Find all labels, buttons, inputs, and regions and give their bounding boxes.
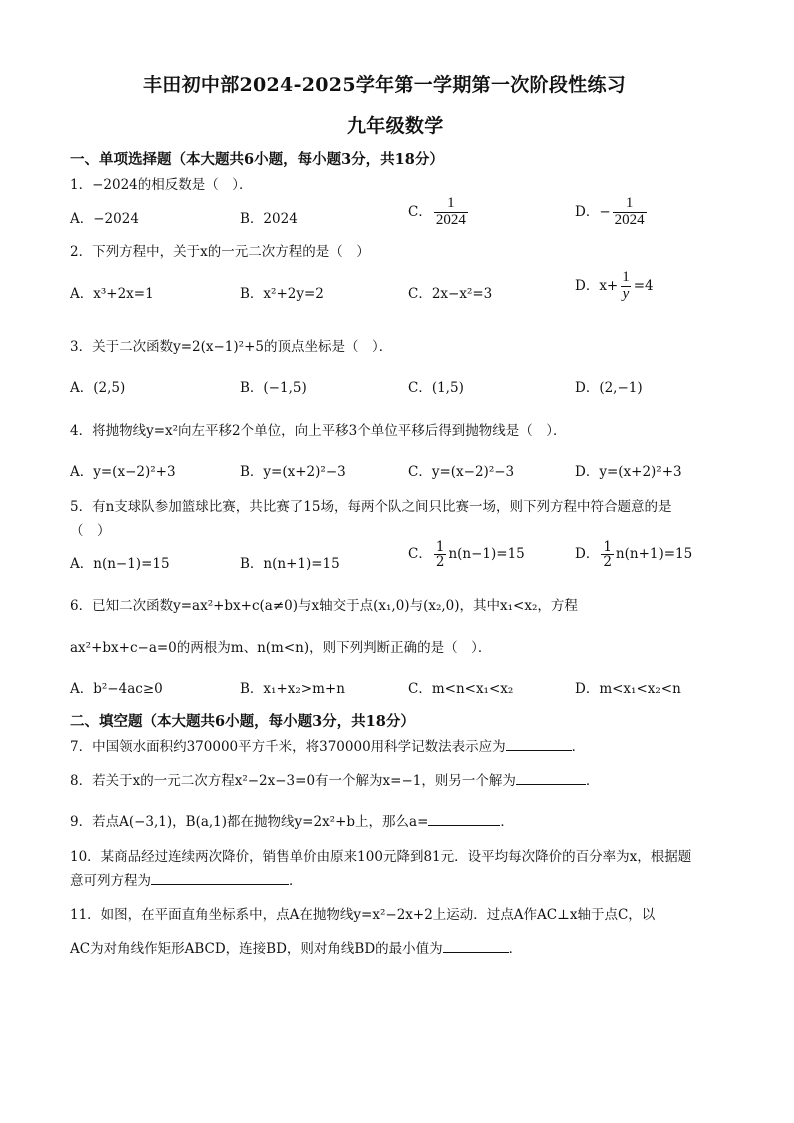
option-label: C． — [408, 203, 432, 220]
answer-blank[interactable] — [516, 770, 586, 785]
question-1-option-b: B．2024 — [240, 211, 298, 227]
fraction — [434, 196, 468, 229]
question-9 — [70, 810, 514, 830]
question-1-option-d — [575, 196, 649, 229]
fraction-numerator: 1 — [435, 539, 445, 555]
fraction — [620, 270, 632, 303]
question-3-option-b: B．(−1,5) — [240, 380, 307, 396]
question-6-option-a: A．b²−4ac≥0 — [70, 681, 163, 697]
question-8 — [70, 769, 599, 789]
question-1-stem: 1．−2024的相反数是（ ）． — [70, 177, 253, 193]
question-6-option-d: D．m<x₁<x₂<n — [575, 681, 681, 697]
question-2-stem: 2．下列方程中，关于x的一元二次方程的是（ ） — [70, 244, 370, 260]
question-3-option-a: A．(2,5) — [70, 380, 126, 396]
question-end: ． — [289, 873, 303, 889]
fraction — [601, 540, 614, 569]
section-fill-heading: 二、填空题（本大题共6小题，每小题3分，共18分） — [70, 713, 415, 730]
question-7-text: 7．中国领水面积约370000平方千米，将370000用科学记数法表示应为 — [70, 739, 506, 755]
section-choice-heading: 一、单项选择题（本大题共6小题，每小题3分，共18分） — [70, 151, 444, 168]
option-tail: n(n+1)=15 — [615, 546, 693, 563]
fraction-numerator: 1 — [622, 269, 630, 285]
question-10-line-1: 10．某商品经过连续两次降价，销售单价由原来100元降到81元．设平均每次降价的百分率为x，根据题 — [70, 849, 692, 865]
fraction-numerator: 1 — [603, 539, 612, 555]
fraction — [613, 196, 647, 229]
question-3-stem: 3．关于二次函数y=2(x−1)²+5的顶点坐标是（ ）． — [70, 339, 393, 355]
question-8-text: 8．若关于x的一元二次方程x²−2x−3=0有一个解为x=−1，则另一个解为 — [70, 773, 516, 789]
option-tail: =4 — [633, 277, 654, 294]
fraction — [434, 540, 447, 569]
question-1-option-c — [408, 196, 470, 229]
question-5-stem-line-2: （ ） — [70, 523, 111, 539]
question-1-option-a: A．−2024 — [70, 211, 139, 227]
answer-blank[interactable] — [506, 736, 572, 751]
question-end: ． — [500, 814, 514, 830]
question-4-option-a: A．y=(x−2)²+3 — [70, 464, 176, 480]
question-5-option-b: B．n(n+1)=15 — [240, 556, 340, 572]
question-6-option-b: B．x₁+x₂>m+n — [240, 681, 345, 697]
answer-blank[interactable] — [443, 938, 509, 953]
question-end: ． — [571, 739, 586, 755]
question-9-text: 9．若点A(−3,1)，B(a,1)都在抛物线y=2x²+b上，那么a= — [70, 814, 429, 830]
question-7 — [70, 735, 585, 755]
question-2-option-c: C．2x−x²=3 — [408, 286, 493, 302]
question-3-option-d: D．(2,−1) — [575, 380, 643, 396]
exam-subtitle: 九年级数学 — [347, 115, 444, 137]
fraction-numerator: 1 — [447, 195, 455, 211]
question-end: ． — [585, 773, 600, 789]
answer-blank[interactable] — [428, 811, 500, 826]
question-6-option-c: C．m<n<x₁<x₂ — [408, 681, 514, 697]
fraction-denominator: 2024 — [614, 211, 645, 228]
question-3-option-c: C．(1,5) — [408, 380, 464, 396]
fraction-denominator: 2024 — [435, 211, 466, 228]
question-10-line-2 — [70, 869, 303, 889]
question-11-line-2 — [70, 937, 522, 957]
option-label: D．− — [575, 203, 611, 220]
question-4-stem: 4．将抛物线y=x²向左平移2个单位，向上平移3个单位平移后得到抛物线是（ ）． — [70, 423, 567, 439]
option-label: D．x+ — [575, 277, 619, 294]
question-10-text: 意可列方程为 — [70, 873, 151, 889]
fraction-denominator: 2 — [603, 554, 612, 571]
fraction-denominator: 2 — [435, 554, 445, 571]
question-5-stem-line-1: 5．有n支球队参加篮球比赛，共比赛了15场，每两个队之间只比赛一场，则下列方程中符合题意的是 — [70, 499, 672, 515]
answer-blank[interactable] — [151, 870, 289, 885]
question-5-option-d — [575, 540, 692, 569]
fraction-denominator: y — [622, 285, 630, 302]
question-11-line-1: 11．如图，在平面直角坐标系中，点A在抛物线y=x²−2x+2上运动．过点A作AC⊥x轴于点C，以 — [70, 907, 656, 923]
question-2-option-b: B．x²+2y=2 — [240, 286, 324, 302]
question-5-option-c — [408, 540, 525, 569]
question-2-option-d — [575, 270, 654, 303]
question-end: ． — [508, 941, 523, 957]
fraction-numerator: 1 — [625, 195, 634, 211]
question-6-stem-line-1: 6．已知二次函数y=ax²+bx+c(a≠0)与x轴交于点(x₁,0)与(x₂,0)，其中x₁<x₂，方程 — [70, 598, 578, 614]
question-2-option-a: A．x³+2x=1 — [70, 286, 154, 302]
question-4-option-c: C．y=(x−2)²−3 — [408, 464, 515, 480]
question-4-option-b: B．y=(x+2)²−3 — [240, 464, 346, 480]
exam-title: 丰田初中部2024-2025学年第一学期第一次阶段性练习 — [143, 74, 627, 96]
option-label: C． — [408, 546, 432, 563]
option-tail: n(n−1)=15 — [448, 546, 525, 563]
question-6-stem-line-2: ax²+bx+c−a=0的两根为m、n(m<n)，则下列判断正确的是（ ）． — [70, 640, 492, 656]
question-5-option-a: A．n(n−1)=15 — [70, 556, 170, 572]
question-4-option-d: D．y=(x+2)²+3 — [575, 464, 682, 480]
question-11-text: AC为对角线作矩形ABCD，连接BD，则对角线BD的最小值为 — [70, 941, 443, 957]
option-label: D． — [575, 546, 600, 563]
